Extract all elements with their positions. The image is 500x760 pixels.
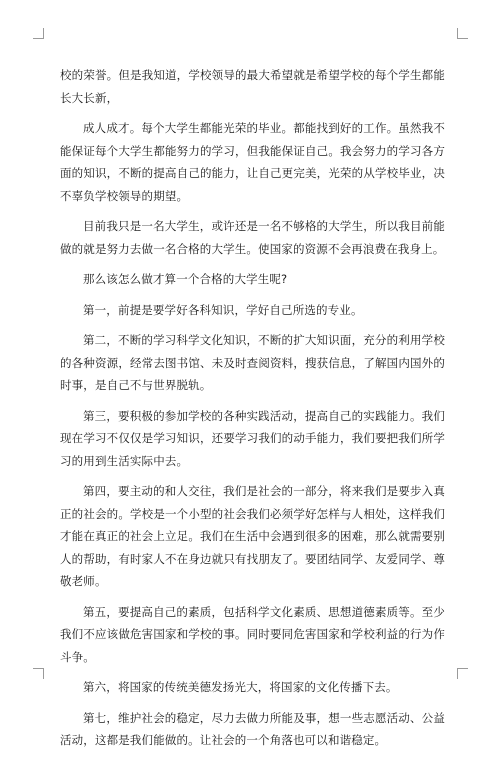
paragraph-8: 第四，要主动的和人交往，我们是社会的一部分，将来我们是要步入真正的社会的。学校是一个小型的社会我们必须学好怎样与人相处，这样我们才能在真正的社会上立足。我们在生活中会遇到很多的困难，那么就需要别人的帮助，有时家人不在身边就只有找朋友了。要团结同学、友爱同学、尊敬老师。	[60, 484, 445, 588]
document-body	[60, 64, 445, 760]
crop-mark-top-right	[457, 28, 468, 39]
paragraph-5: 第一，前提是要学好各科知识，学好自己所选的专业。	[83, 302, 363, 317]
paragraph-4: 那么该怎么做才算一个合格的大学生呢?	[83, 272, 288, 286]
paragraph-7: 第三，要积极的参加学校的各种实践活动，提高自己的实践能力。我们现在学习不仅仅是学习知识，还要学习我们的动手能力，我们要把我们所学习的用到生活实际中去。	[60, 408, 445, 468]
crop-mark-bottom-right	[457, 668, 468, 679]
crop-mark-top-left	[33, 28, 44, 39]
paragraph-3: 目前我只是一名大学生，或许还是一名不够格的大学生，所以我目前能做的就是努力去做一名合格的大学生。使国家的资源不会再浪费在我身上。	[60, 219, 445, 256]
paragraph-11: 第七，维护社会的稳定，尽力去做力所能及事，想一些志愿活动、公益活动，这都是我们能做的。让社会的一个角落也可以和谐稳定。	[60, 710, 445, 747]
paragraph-6: 第二，不断的学习科学文化知识，不断的扩大知识面，充分的利用学校的各种资源，经常去图书馆、未及时查阅资料，搜获信息，了解国内国外的时事，是自己不与世界脱轨。	[60, 333, 445, 392]
paragraph-9: 第五，要提高自己的素质，包括科学文化素质、思想道德素质等。至少我们不应该做危害国家和学校的事。同时要同危害国家和学校利益的行为作斗争。	[60, 604, 445, 664]
paragraph-1: 校的荣誉。但是我知道，学校领导的最大希望就是希望学校的每个学生都能长大长新，	[60, 68, 445, 105]
crop-mark-bottom-left	[33, 668, 44, 679]
paragraph-2: 成人成才。每个大学生都能光荣的毕业。都能找到好的工作。虽然我不能保证每个大学生都能努力的学习，但我能保证自己。我会努力的学习各方面的知识，不断的提高自己的能力，让自己更完美，光荣的从学校毕业，决不辜负学校领导的期望。	[60, 121, 445, 203]
paragraph-10: 第六，将国家的传统美德发扬光大，将国家的文化传播下去。	[83, 680, 398, 694]
